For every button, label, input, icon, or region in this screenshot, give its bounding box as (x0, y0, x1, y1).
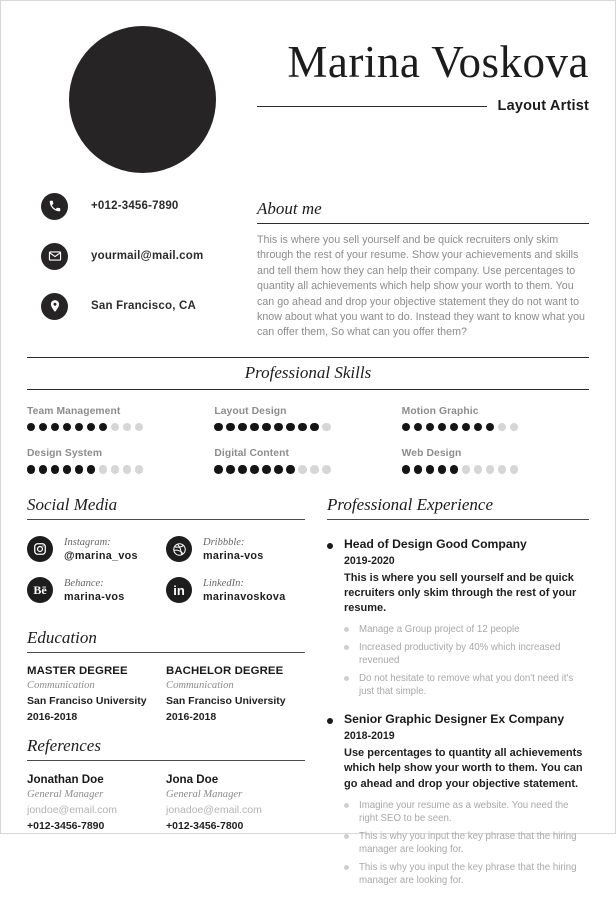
rating-dot-filled (214, 423, 222, 431)
rating-dot-empty (498, 465, 506, 473)
rating-dot-filled (262, 423, 270, 431)
rating-dot-empty (123, 465, 131, 473)
experience-bullet (344, 861, 589, 887)
rating-dot-filled (75, 465, 83, 473)
skill-item (214, 448, 401, 473)
references-section (27, 736, 305, 832)
contact-item-phone (27, 187, 257, 225)
rating-dot-filled (414, 423, 422, 431)
rating-dot-filled (63, 423, 71, 431)
rating-dot-empty (322, 465, 330, 473)
sub-bullet-icon (344, 676, 349, 681)
reference-email: jonadoe@email.com (166, 803, 262, 816)
experience-title: Senior Graphic Designer Ex Company (344, 712, 565, 727)
rating-dot-empty (474, 465, 482, 473)
experience-bullets (344, 623, 589, 698)
skill-label: Design System (27, 448, 103, 460)
education-years: 2016-2018 (27, 710, 78, 723)
social-handle: marinavoskova (203, 590, 286, 603)
skill-rating (214, 423, 401, 431)
rating-dot-filled (286, 423, 294, 431)
contact-list (27, 165, 257, 325)
contact-item-email (27, 237, 257, 275)
social-network-label: Behance: (64, 577, 104, 589)
rating-dot-empty (310, 465, 318, 473)
rating-dot-filled (250, 465, 258, 473)
rating-dot-filled (414, 465, 422, 473)
behance-glyph: Bē (33, 583, 47, 598)
social-handle: marina-vos (203, 549, 264, 562)
experience-bullet (344, 623, 589, 636)
reference-phone: +012-3456-7800 (166, 819, 244, 832)
reference-email: jondoe@email.com (27, 803, 118, 816)
skills-section (27, 357, 589, 491)
rating-dot-empty (322, 423, 330, 431)
rating-dot-empty (135, 465, 143, 473)
rating-dot-filled (298, 423, 306, 431)
about-text: This is where you sell yourself and be quick recruiters only skim through the rest of your resume. Show your achievements and skills and tell them how they can help their company. Use percentages to quantity all achievements which help show your worth to them. You can go ahead and drop your objective statement they do not want to know about what you want to do. Instead they want to know what you can offer them, So what can you offer them? (257, 234, 585, 339)
rating-dot-filled (426, 423, 434, 431)
education-school: San Franciso University (27, 694, 147, 707)
experience-item-header (327, 537, 589, 552)
photo-column (27, 15, 257, 173)
skill-item (402, 406, 589, 431)
rating-dot-filled (262, 465, 270, 473)
experience-description: This is where you sell yourself and be quick recruiters only skim through the rest of your resume. (344, 571, 577, 615)
bullet-icon (327, 718, 333, 724)
rating-dot-filled (486, 423, 494, 431)
skill-label: Web Design (401, 448, 462, 460)
about-divider (257, 223, 589, 224)
about-heading: About me (257, 199, 322, 218)
education-degree: MASTER DEGREE (27, 664, 128, 677)
skills-column-3 (402, 406, 589, 491)
contact-location-value: San Francisco, CA (91, 300, 197, 312)
reference-item (27, 773, 166, 832)
skill-item (214, 406, 401, 431)
education-item (166, 665, 305, 723)
rating-dot-empty (462, 465, 470, 473)
social-section (27, 495, 305, 618)
sub-bullet-icon (344, 627, 349, 632)
experience-description: Use percentages to quantity all achievements which help show your worth to them. You can go ahead and drop your objective statement. (344, 747, 583, 790)
rating-dot-filled (51, 465, 59, 473)
rating-dot-filled (438, 465, 446, 473)
location-pin-icon (41, 293, 68, 320)
profile-photo-placeholder (69, 26, 216, 173)
rating-dot-filled (226, 465, 234, 473)
social-list (27, 520, 305, 618)
rating-dot-empty (486, 465, 494, 473)
rating-dot-filled (226, 423, 234, 431)
social-item-dribbble[interactable] (166, 536, 305, 563)
references-heading: References (27, 735, 101, 755)
rating-dot-filled (274, 423, 282, 431)
experience-date: 2018-2019 (344, 730, 395, 743)
education-field: Communication (166, 679, 234, 691)
reference-title: General Manager (166, 788, 243, 800)
experience-bullet (344, 799, 589, 825)
rating-dot-filled (238, 423, 246, 431)
role-divider (257, 106, 487, 107)
candidate-name: Marina Voskova (287, 37, 589, 87)
education-degree: BACHELOR DEGREE (166, 664, 284, 677)
rating-dot-filled (426, 465, 434, 473)
social-text (203, 536, 264, 563)
resume-content (27, 15, 589, 901)
social-heading: Social Media (27, 494, 118, 514)
linkedin-icon (166, 577, 192, 603)
behance-icon (27, 577, 53, 603)
rating-dot-filled (27, 423, 35, 431)
skills-column-1 (27, 406, 214, 491)
rating-dot-filled (99, 423, 107, 431)
rating-dot-filled (27, 465, 35, 473)
instagram-icon (27, 536, 53, 562)
education-heading: Education (27, 627, 97, 647)
rating-dot-filled (51, 423, 59, 431)
rating-dot-filled (87, 423, 95, 431)
rating-dot-filled (402, 465, 410, 473)
education-list (27, 653, 305, 723)
experience-bullet-text: Manage a Group project of 12 people (359, 624, 520, 636)
skill-item (27, 406, 214, 431)
contact-item-location (27, 287, 257, 325)
phone-icon (41, 193, 68, 220)
name-column (257, 15, 589, 114)
lower-left-column (27, 495, 305, 901)
rating-dot-empty (99, 465, 107, 473)
rating-dot-filled (214, 465, 222, 473)
rating-dot-empty (298, 465, 306, 473)
role-row (257, 98, 589, 114)
reference-phone: +012-3456-7890 (27, 819, 105, 832)
experience-bullet-text: This is why you input the key phrase that the hiring manager are looking for. (359, 861, 577, 886)
rating-dot-filled (39, 465, 47, 473)
rating-dot-empty (510, 465, 518, 473)
social-item-behance[interactable] (27, 577, 166, 604)
sub-bullet-icon (344, 865, 349, 870)
reference-name: Jonathan Doe (27, 772, 104, 786)
experience-list (327, 520, 589, 887)
social-network-label: Dribbble: (203, 536, 245, 548)
linkedin-glyph: in (173, 582, 185, 598)
skill-label: Layout Design (214, 405, 287, 417)
lower-section (27, 495, 589, 901)
skill-rating (214, 465, 401, 473)
social-item-linkedin[interactable] (166, 577, 305, 604)
experience-column (305, 495, 589, 901)
social-text (64, 536, 138, 563)
skills-heading: Professional Skills (244, 362, 372, 382)
skill-rating (27, 465, 214, 473)
dribbble-icon (166, 536, 192, 562)
rating-dot-filled (450, 423, 458, 431)
experience-bullet-text: Increased productivity by 40% which increased revenued (359, 642, 561, 667)
education-years: 2016-2018 (166, 710, 217, 723)
rating-dot-empty (510, 423, 518, 431)
education-field: Communication (27, 679, 95, 691)
envelope-icon (41, 243, 68, 270)
social-network-label: Instagram: (64, 536, 111, 548)
rating-dot-filled (238, 465, 246, 473)
about-section (257, 165, 589, 341)
social-item-instagram[interactable] (27, 536, 166, 563)
references-list (27, 761, 305, 832)
experience-item (327, 537, 589, 699)
bullet-icon (327, 543, 333, 549)
skill-rating (402, 423, 589, 431)
reference-title: General Manager (27, 788, 104, 800)
skills-column-2 (214, 406, 401, 491)
sub-bullet-icon (344, 645, 349, 650)
rating-dot-filled (310, 423, 318, 431)
rating-dot-filled (87, 465, 95, 473)
education-item (27, 665, 166, 723)
sub-bullet-icon (344, 834, 349, 839)
rating-dot-filled (63, 465, 71, 473)
skill-item (27, 448, 214, 473)
skill-label: Digital Content (214, 448, 290, 460)
experience-bullet-text: Imagine your resume as a website. You need the right SEO to be seen. (359, 799, 569, 824)
rating-dot-filled (474, 423, 482, 431)
rating-dot-filled (462, 423, 470, 431)
rating-dot-empty (111, 423, 119, 431)
contact-column (27, 165, 257, 341)
rating-dot-empty (135, 423, 143, 431)
skill-label: Team Management (27, 405, 121, 417)
skill-rating (402, 465, 589, 473)
skill-rating (27, 423, 214, 431)
experience-bullets (344, 799, 589, 887)
rating-dot-filled (286, 465, 294, 473)
rating-dot-filled (39, 423, 47, 431)
social-text (203, 577, 286, 604)
experience-item (327, 712, 589, 887)
about-column (257, 165, 589, 341)
rating-dot-filled (438, 423, 446, 431)
reference-item (166, 773, 305, 832)
rating-dot-empty (111, 465, 119, 473)
experience-item-body (327, 730, 589, 887)
rating-dot-filled (75, 423, 83, 431)
education-section (27, 628, 305, 723)
experience-title: Head of Design Good Company (344, 536, 527, 551)
experience-bullet-text: Do not hesitate to remove what you don't need it's just that simple. (359, 673, 574, 698)
skill-item (402, 448, 589, 473)
experience-item-body (327, 555, 589, 699)
experience-bullet (344, 672, 589, 698)
upper-section (27, 165, 589, 341)
contact-email-value: yourmail@mail.com (91, 250, 204, 262)
rating-dot-filled (450, 465, 458, 473)
resume-header (27, 15, 589, 163)
experience-date: 2019-2020 (344, 554, 395, 567)
contact-phone-value: +012-3456-7890 (91, 200, 179, 212)
social-handle: @marina_vos (64, 549, 138, 562)
experience-bullet (344, 641, 589, 667)
social-text (64, 577, 125, 604)
skills-grid (27, 390, 589, 491)
rating-dot-filled (250, 423, 258, 431)
rating-dot-empty (123, 423, 131, 431)
rating-dot-empty (498, 423, 506, 431)
social-handle: marina-vos (64, 590, 125, 603)
social-network-label: LinkedIn: (203, 577, 244, 589)
skill-label: Motion Graphic (401, 405, 479, 417)
reference-name: Jona Doe (166, 772, 219, 786)
experience-bullet-text: This is why you input the key phrase that the hiring manager are looking for. (359, 830, 577, 855)
experience-item-header (327, 712, 589, 727)
sub-bullet-icon (344, 803, 349, 808)
rating-dot-filled (402, 423, 410, 431)
education-school: San Franciso University (166, 694, 286, 707)
rating-dot-filled (274, 465, 282, 473)
experience-heading: Professional Experience (327, 494, 494, 514)
candidate-role: Layout Artist (497, 98, 589, 114)
